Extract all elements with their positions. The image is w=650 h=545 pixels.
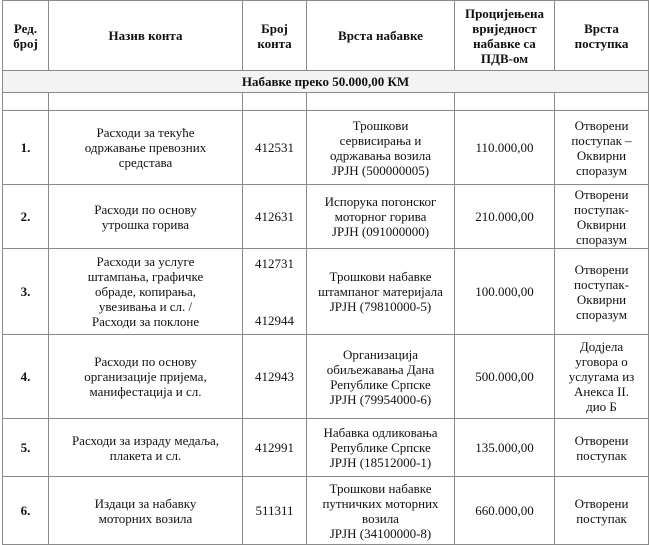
text-line: Расходи по основу [94, 354, 197, 369]
text-line: Ред. [13, 20, 38, 36]
text-line: поступак – [571, 132, 632, 148]
spacer-cell [555, 93, 649, 111]
header-row [3, 1, 649, 71]
text-line: Процијењена [464, 5, 545, 21]
table-row [3, 111, 649, 185]
text-line: уговора о [575, 354, 628, 369]
text-line: утрошка горива [101, 216, 190, 232]
spacer-cell [455, 93, 555, 111]
text-line: увезивања и сл. / [98, 299, 193, 314]
text-line: обиљежавања Дана [326, 361, 435, 377]
cell-vrijednost: 500.000,00 [455, 335, 555, 419]
cell-konto [243, 185, 307, 249]
text-line: сервисирања и [339, 132, 422, 148]
text-line: 412631 [255, 209, 294, 224]
cell-vrsta [307, 419, 455, 477]
text-line: штампања, графичке [87, 269, 204, 284]
text-line: Трошкови [352, 117, 409, 133]
text-line: Анекса II. [574, 384, 629, 399]
text-line: Назив конта [108, 28, 183, 43]
text-line: поступак- [574, 276, 629, 292]
text-line: Расходи за текуће [96, 125, 195, 140]
table-row [3, 185, 649, 249]
text-line: дио Б [586, 399, 617, 414]
cell-vrsta [307, 111, 455, 185]
cell-postupak [555, 249, 649, 335]
text-line: штампаног материјала [318, 284, 443, 299]
cell-vrijednost: 100.000,00 [455, 249, 555, 335]
cell-rb: 2. [3, 185, 49, 249]
table-row [3, 419, 649, 477]
text-line: ЈРЈН (34100000-8) [329, 525, 432, 541]
text-line: Оквирни [576, 147, 627, 163]
section-label: Набавке преко 50.000,00 КМ [3, 71, 649, 93]
text-line: 412991 [255, 440, 294, 455]
cell-vrijednost: 660.000,00 [455, 477, 555, 545]
text-line: Републике Српске [330, 376, 431, 392]
text-line: возила [362, 510, 399, 526]
text-line: споразум [576, 162, 627, 178]
cell-vrsta [307, 335, 455, 419]
text-line: одржавања возила [329, 147, 432, 163]
cell-naziv [49, 477, 243, 545]
text-line: конта [257, 35, 292, 51]
header-rb [3, 1, 49, 71]
text-line: 412943 [255, 369, 294, 384]
text-line: број [13, 35, 38, 51]
text-line: Издаци за набавку [94, 495, 197, 511]
text-line: споразум [576, 231, 627, 247]
table-row [3, 335, 649, 419]
spacer-row [3, 93, 649, 111]
cell-naziv [49, 419, 243, 477]
spacer-cell [307, 93, 455, 111]
cell-postupak [555, 185, 649, 249]
spacer-cell [243, 93, 307, 111]
text-line: услугама из [568, 369, 635, 384]
text-line: Испорука погонског [324, 194, 437, 209]
cell-vrijednost: 210.000,00 [455, 185, 555, 249]
text-line: Отворени [574, 495, 629, 511]
text-line: Трошкови набавке [329, 269, 432, 284]
text-line: Расходи за услуге [96, 254, 195, 269]
text-line: ЈРЈН (18512000-1) [329, 455, 432, 470]
text-line: ЈРЈН (091000000) [331, 224, 430, 239]
text-line: манифестација и сл. [89, 384, 202, 399]
text-line: Оквирни [576, 291, 627, 307]
cell-rb: 4. [3, 335, 49, 419]
cell-rb: 1. [3, 111, 49, 185]
text-line: Врста [584, 20, 619, 36]
cell-rb: 3. [3, 249, 49, 335]
cell-rb: 5. [3, 419, 49, 477]
text-line: 511311 [255, 503, 294, 518]
header-vrijednost [455, 1, 555, 71]
text-line: поступка [574, 35, 629, 51]
text-line: организације пријема, [84, 369, 207, 384]
cell-konto [243, 419, 307, 477]
text-line: Расходи за израду медаља, [71, 432, 220, 448]
text-line: средстава [118, 155, 173, 170]
header-konto [243, 1, 307, 71]
text-line: вриједност [472, 20, 537, 36]
cell-naziv [49, 111, 243, 185]
text-line: Републике Српске [330, 440, 431, 455]
cell-naziv [49, 185, 243, 249]
table-row [3, 477, 649, 545]
text-line: Отворени [574, 432, 629, 448]
text-line: Отворени [574, 117, 629, 133]
cell-postupak [555, 419, 649, 477]
cell-vrsta [307, 249, 455, 335]
text-line: путничких моторних [322, 495, 439, 511]
text-line: Отворени [574, 261, 629, 277]
text-line: Додјела [579, 339, 624, 354]
text-line: обраде, копирања, [94, 284, 197, 299]
text-line: Расходи по основу [94, 201, 197, 217]
cell-konto [243, 111, 307, 185]
text-line: моторних возила [98, 510, 193, 526]
text-line: 412731 [255, 255, 294, 271]
cell-vrsta [307, 477, 455, 545]
header-vrsta [307, 1, 455, 71]
text-line: Трошкови набавке [329, 480, 432, 496]
cell-vrsta [307, 185, 455, 249]
procurement-table [2, 0, 649, 545]
text-line: одржавање превозних [84, 140, 207, 155]
text-line: Расходи за поклоне [91, 314, 200, 329]
text-line: ЈРЈН (79810000-5) [329, 299, 432, 314]
header-naziv [49, 1, 243, 71]
text-line: поступак- [574, 201, 629, 217]
cell-naziv [49, 335, 243, 419]
text-line: Организација [342, 346, 419, 362]
text-line: споразум [576, 306, 627, 322]
text-line: ЈРЈН (79954000-6) [329, 391, 432, 407]
text-line: 412531 [255, 140, 294, 155]
cell-postupak [555, 111, 649, 185]
cell-konto [243, 335, 307, 419]
text-line: Број [261, 20, 288, 36]
text-line: плакета и сл. [109, 447, 182, 463]
text-line: ПДВ-ом [480, 50, 529, 66]
text-line: 412944 [255, 312, 294, 328]
cell-vrijednost: 110.000,00 [455, 111, 555, 185]
cell-konto [243, 249, 307, 335]
spacer-cell [49, 93, 243, 111]
text-line: Набавка одликовања [323, 425, 438, 440]
header-postupak [555, 1, 649, 71]
text-line: Отворени [574, 186, 629, 202]
text-line: моторног горива [334, 209, 427, 224]
cell-rb: 6. [3, 477, 49, 545]
cell-vrijednost: 135.000,00 [455, 419, 555, 477]
text-line: поступак [576, 447, 627, 463]
text-line: Врста набавке [338, 28, 423, 43]
text-line: поступак [576, 510, 627, 526]
cell-postupak [555, 477, 649, 545]
spacer-cell [3, 93, 49, 111]
text-line: ЈРЈН (500000005) [331, 162, 430, 178]
cell-postupak [555, 335, 649, 419]
section-row [3, 71, 649, 93]
cell-konto [243, 477, 307, 545]
text-line: Оквирни [576, 216, 627, 232]
table-row [3, 249, 649, 335]
cell-naziv [49, 249, 243, 335]
text-line: набавке са [473, 35, 536, 51]
